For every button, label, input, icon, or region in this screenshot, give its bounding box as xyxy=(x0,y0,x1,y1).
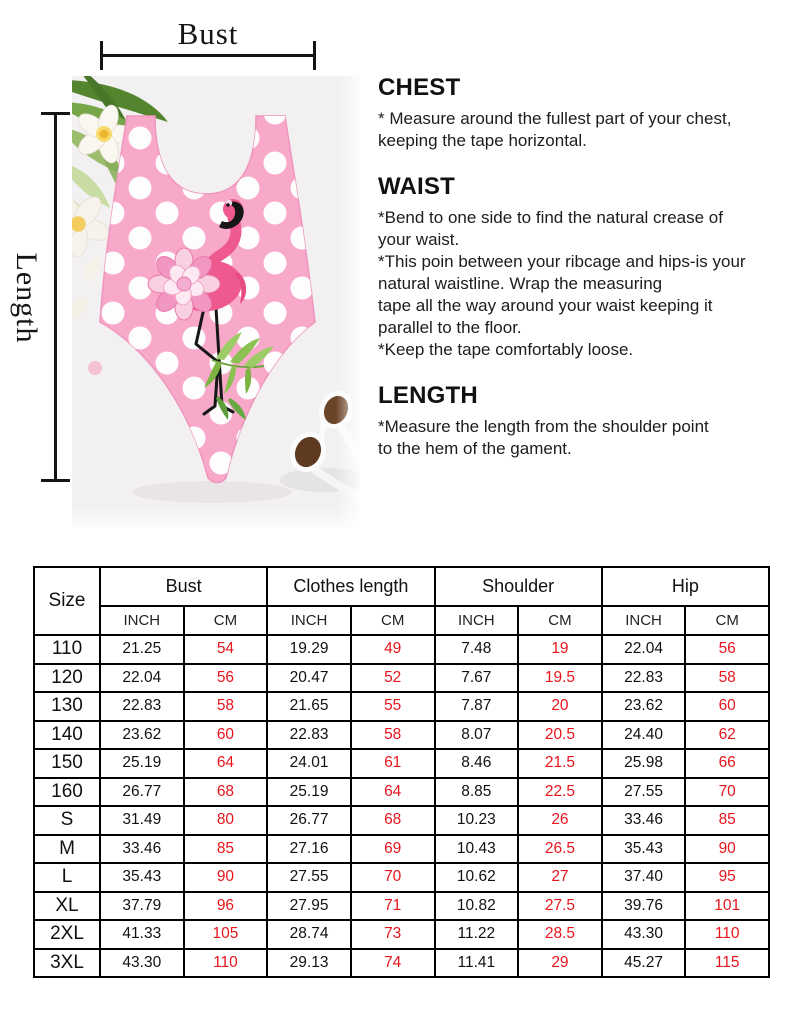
table-row xyxy=(34,863,769,892)
inch-cell: 10.62 xyxy=(435,863,519,892)
instruction-line: parallel to the floor. xyxy=(378,318,522,337)
bust-measure-label: Bust xyxy=(177,16,239,51)
inch-cell: 43.30 xyxy=(100,949,184,978)
inch-cell: 25.19 xyxy=(100,749,184,778)
cm-cell: 71 xyxy=(351,892,435,921)
instruction-line: to the hem of the gament. xyxy=(378,439,572,458)
inch-cell: 8.85 xyxy=(435,778,519,807)
measuring-instructions xyxy=(378,74,782,460)
group-header-bust: Bust xyxy=(100,567,267,606)
table-row xyxy=(34,920,769,949)
table-row xyxy=(34,806,769,835)
inch-cell: 10.43 xyxy=(435,835,519,864)
chest-heading: CHEST xyxy=(378,74,461,101)
size-table xyxy=(33,566,770,978)
inch-cell: 10.82 xyxy=(435,892,519,921)
cm-cell: 74 xyxy=(351,949,435,978)
unit-header-cm: CM xyxy=(685,606,769,635)
inch-cell: 27.95 xyxy=(267,892,351,921)
cm-cell: 68 xyxy=(184,778,268,807)
cm-cell: 68 xyxy=(351,806,435,835)
group-header-clothes-length: Clothes length xyxy=(267,567,434,606)
cm-cell: 96 xyxy=(184,892,268,921)
inch-cell: 23.62 xyxy=(100,721,184,750)
cm-cell: 60 xyxy=(184,721,268,750)
inch-cell: 37.79 xyxy=(100,892,184,921)
inch-cell: 27.55 xyxy=(602,778,686,807)
inch-cell: 7.67 xyxy=(435,664,519,693)
length-heading: LENGTH xyxy=(378,382,478,409)
cm-cell: 20 xyxy=(518,692,602,721)
size-cell: 120 xyxy=(34,664,100,693)
instruction-line: your waist. xyxy=(378,230,460,249)
cm-cell: 62 xyxy=(685,721,769,750)
inch-cell: 22.04 xyxy=(100,664,184,693)
inch-cell: 22.83 xyxy=(100,692,184,721)
unit-header-inch: INCH xyxy=(267,606,351,635)
cm-cell: 110 xyxy=(184,949,268,978)
cm-cell: 52 xyxy=(351,664,435,693)
size-cell: 110 xyxy=(34,635,100,664)
inch-cell: 21.25 xyxy=(100,635,184,664)
inch-cell: 29.13 xyxy=(267,949,351,978)
inch-cell: 37.40 xyxy=(602,863,686,892)
inch-cell: 41.33 xyxy=(100,920,184,949)
cm-cell: 55 xyxy=(351,692,435,721)
cm-cell: 58 xyxy=(184,692,268,721)
inch-cell: 8.07 xyxy=(435,721,519,750)
inch-cell: 22.83 xyxy=(602,664,686,693)
cm-cell: 19.5 xyxy=(518,664,602,693)
inch-cell: 26.77 xyxy=(267,806,351,835)
table-row xyxy=(34,692,769,721)
cm-cell: 58 xyxy=(351,721,435,750)
cm-cell: 49 xyxy=(351,635,435,664)
cm-cell: 54 xyxy=(184,635,268,664)
inch-cell: 7.48 xyxy=(435,635,519,664)
table-row xyxy=(34,778,769,807)
table-row xyxy=(34,835,769,864)
size-cell: 3XL xyxy=(34,949,100,978)
inch-cell: 23.62 xyxy=(602,692,686,721)
inch-cell: 25.19 xyxy=(267,778,351,807)
instruction-line: *Keep the tape comfortably loose. xyxy=(378,340,634,359)
size-column-header: Size xyxy=(34,567,100,635)
instruction-line: *Measure the length from the shoulder point xyxy=(378,417,709,436)
cm-cell: 90 xyxy=(685,835,769,864)
inch-cell: 33.46 xyxy=(602,806,686,835)
bust-measure-bracket xyxy=(100,54,316,57)
cm-cell: 60 xyxy=(685,692,769,721)
cm-cell: 58 xyxy=(685,664,769,693)
pink-pom xyxy=(88,361,102,375)
table-row xyxy=(34,664,769,693)
cm-cell: 64 xyxy=(184,749,268,778)
inch-cell: 20.47 xyxy=(267,664,351,693)
ruffle-flower-icon xyxy=(148,248,220,320)
unit-header-inch: INCH xyxy=(602,606,686,635)
inch-cell: 24.01 xyxy=(267,749,351,778)
size-cell: 130 xyxy=(34,692,100,721)
length-measure-label: Length xyxy=(10,252,43,344)
cm-cell: 20.5 xyxy=(518,721,602,750)
cm-cell: 69 xyxy=(351,835,435,864)
length-measure-bracket xyxy=(54,112,57,482)
unit-header-inch: INCH xyxy=(435,606,519,635)
cm-cell: 66 xyxy=(685,749,769,778)
inch-cell: 35.43 xyxy=(602,835,686,864)
cm-cell: 73 xyxy=(351,920,435,949)
size-cell: 2XL xyxy=(34,920,100,949)
inch-cell: 28.74 xyxy=(267,920,351,949)
cm-cell: 115 xyxy=(685,949,769,978)
size-cell: 160 xyxy=(34,778,100,807)
table-row xyxy=(34,892,769,921)
inch-cell: 21.65 xyxy=(267,692,351,721)
inch-cell: 26.77 xyxy=(100,778,184,807)
instruction-section-chest xyxy=(378,74,782,152)
inch-cell: 10.23 xyxy=(435,806,519,835)
instruction-section-waist xyxy=(378,173,782,361)
table-row xyxy=(34,749,769,778)
cm-cell: 70 xyxy=(351,863,435,892)
inch-cell: 8.46 xyxy=(435,749,519,778)
cm-cell: 85 xyxy=(184,835,268,864)
unit-header-cm: CM xyxy=(351,606,435,635)
instruction-line: *Bend to one side to find the natural crease of xyxy=(378,208,723,227)
instruction-line: keeping the tape horizontal. xyxy=(378,131,587,150)
inch-cell: 25.98 xyxy=(602,749,686,778)
cm-cell: 56 xyxy=(685,635,769,664)
cm-cell: 101 xyxy=(685,892,769,921)
inch-cell: 45.27 xyxy=(602,949,686,978)
cm-cell: 27 xyxy=(518,863,602,892)
size-cell: M xyxy=(34,835,100,864)
inch-cell: 11.41 xyxy=(435,949,519,978)
cm-cell: 26 xyxy=(518,806,602,835)
table-row xyxy=(34,721,769,750)
unit-header-inch: INCH xyxy=(100,606,184,635)
cm-cell: 22.5 xyxy=(518,778,602,807)
cm-cell: 80 xyxy=(184,806,268,835)
group-header-shoulder: Shoulder xyxy=(435,567,602,606)
unit-header-cm: CM xyxy=(518,606,602,635)
instruction-line: natural waistline. Wrap the measuring xyxy=(378,274,663,293)
cm-cell: 26.5 xyxy=(518,835,602,864)
cm-cell: 95 xyxy=(685,863,769,892)
cm-cell: 110 xyxy=(685,920,769,949)
size-cell: L xyxy=(34,863,100,892)
instruction-line: *This poin between your ribcage and hips-is your xyxy=(378,252,746,271)
unit-header-cm: CM xyxy=(184,606,268,635)
size-cell: 140 xyxy=(34,721,100,750)
cm-cell: 105 xyxy=(184,920,268,949)
instruction-line: * Measure around the fullest part of your chest, xyxy=(378,109,732,128)
inch-cell: 35.43 xyxy=(100,863,184,892)
size-cell: S xyxy=(34,806,100,835)
inch-cell: 22.04 xyxy=(602,635,686,664)
cm-cell: 28.5 xyxy=(518,920,602,949)
size-cell: XL xyxy=(34,892,100,921)
inch-cell: 11.22 xyxy=(435,920,519,949)
cm-cell: 90 xyxy=(184,863,268,892)
inch-cell: 24.40 xyxy=(602,721,686,750)
cm-cell: 56 xyxy=(184,664,268,693)
cm-cell: 61 xyxy=(351,749,435,778)
inch-cell: 39.76 xyxy=(602,892,686,921)
inch-cell: 33.46 xyxy=(100,835,184,864)
inch-cell: 27.55 xyxy=(267,863,351,892)
cm-cell: 21.5 xyxy=(518,749,602,778)
cm-cell: 85 xyxy=(685,806,769,835)
inch-cell: 43.30 xyxy=(602,920,686,949)
inch-cell: 7.87 xyxy=(435,692,519,721)
cm-cell: 29 xyxy=(518,949,602,978)
instruction-section-length xyxy=(378,382,782,460)
table-row xyxy=(34,635,769,664)
cm-cell: 64 xyxy=(351,778,435,807)
cm-cell: 19 xyxy=(518,635,602,664)
waist-heading: WAIST xyxy=(378,173,455,200)
inch-cell: 19.29 xyxy=(267,635,351,664)
inch-cell: 27.16 xyxy=(267,835,351,864)
inch-cell: 31.49 xyxy=(100,806,184,835)
cm-cell: 27.5 xyxy=(518,892,602,921)
table-row xyxy=(34,949,769,978)
inch-cell: 22.83 xyxy=(267,721,351,750)
group-header-hip: Hip xyxy=(602,567,769,606)
cm-cell: 70 xyxy=(685,778,769,807)
instruction-line: tape all the way around your waist keeping it xyxy=(378,296,713,315)
product-photo xyxy=(72,76,360,528)
size-cell: 150 xyxy=(34,749,100,778)
